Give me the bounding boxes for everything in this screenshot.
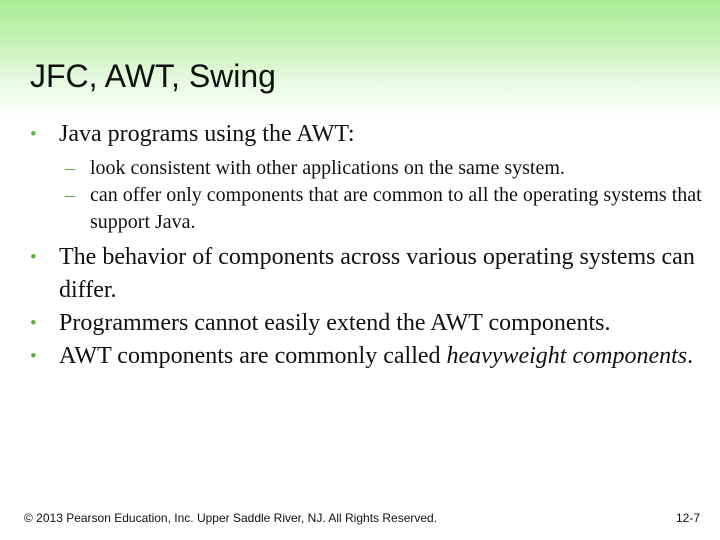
slide-title: JFC, AWT, Swing: [30, 58, 276, 94]
bullet-text: Programmers cannot easily extend the AWT components.: [59, 310, 611, 336]
bullet-marker: •: [30, 346, 37, 367]
slide-content: [30, 118, 710, 373]
bullet-text: The behavior of components across various operating systems can differ.: [59, 244, 695, 303]
sub-bullet-marker: –: [65, 157, 75, 179]
bullet-text: Java programs using the AWT:: [59, 121, 355, 147]
sub-bullet-common-components: [30, 182, 710, 236]
sub-bullet-consistent: [30, 155, 710, 182]
bullet-cannot-extend: [30, 307, 710, 340]
copyright-footer: © 2013 Pearson Education, Inc. Upper Saddle River, NJ. All Rights Reserved.: [24, 511, 438, 525]
bullet-text-before: AWT components are commonly called: [59, 343, 447, 369]
bullet-heavyweight: [30, 340, 710, 373]
bullet-marker: •: [30, 124, 37, 145]
bullet-awt-programs: [30, 118, 710, 151]
bullet-behavior-differs: [30, 241, 710, 307]
bullet-text-italic: heavyweight components: [446, 343, 688, 369]
bullet-marker: •: [30, 313, 37, 334]
bullet-text-after: .: [687, 343, 694, 369]
sub-bullet-text: look consistent with other applications on the same system.: [90, 157, 565, 179]
sub-bullet-text: can offer only components that are common to all the operating systems that support Java.: [90, 184, 702, 233]
bullet-marker: •: [30, 247, 37, 268]
page-number: 12-7: [675, 511, 700, 525]
sub-bullet-marker: –: [65, 184, 75, 206]
